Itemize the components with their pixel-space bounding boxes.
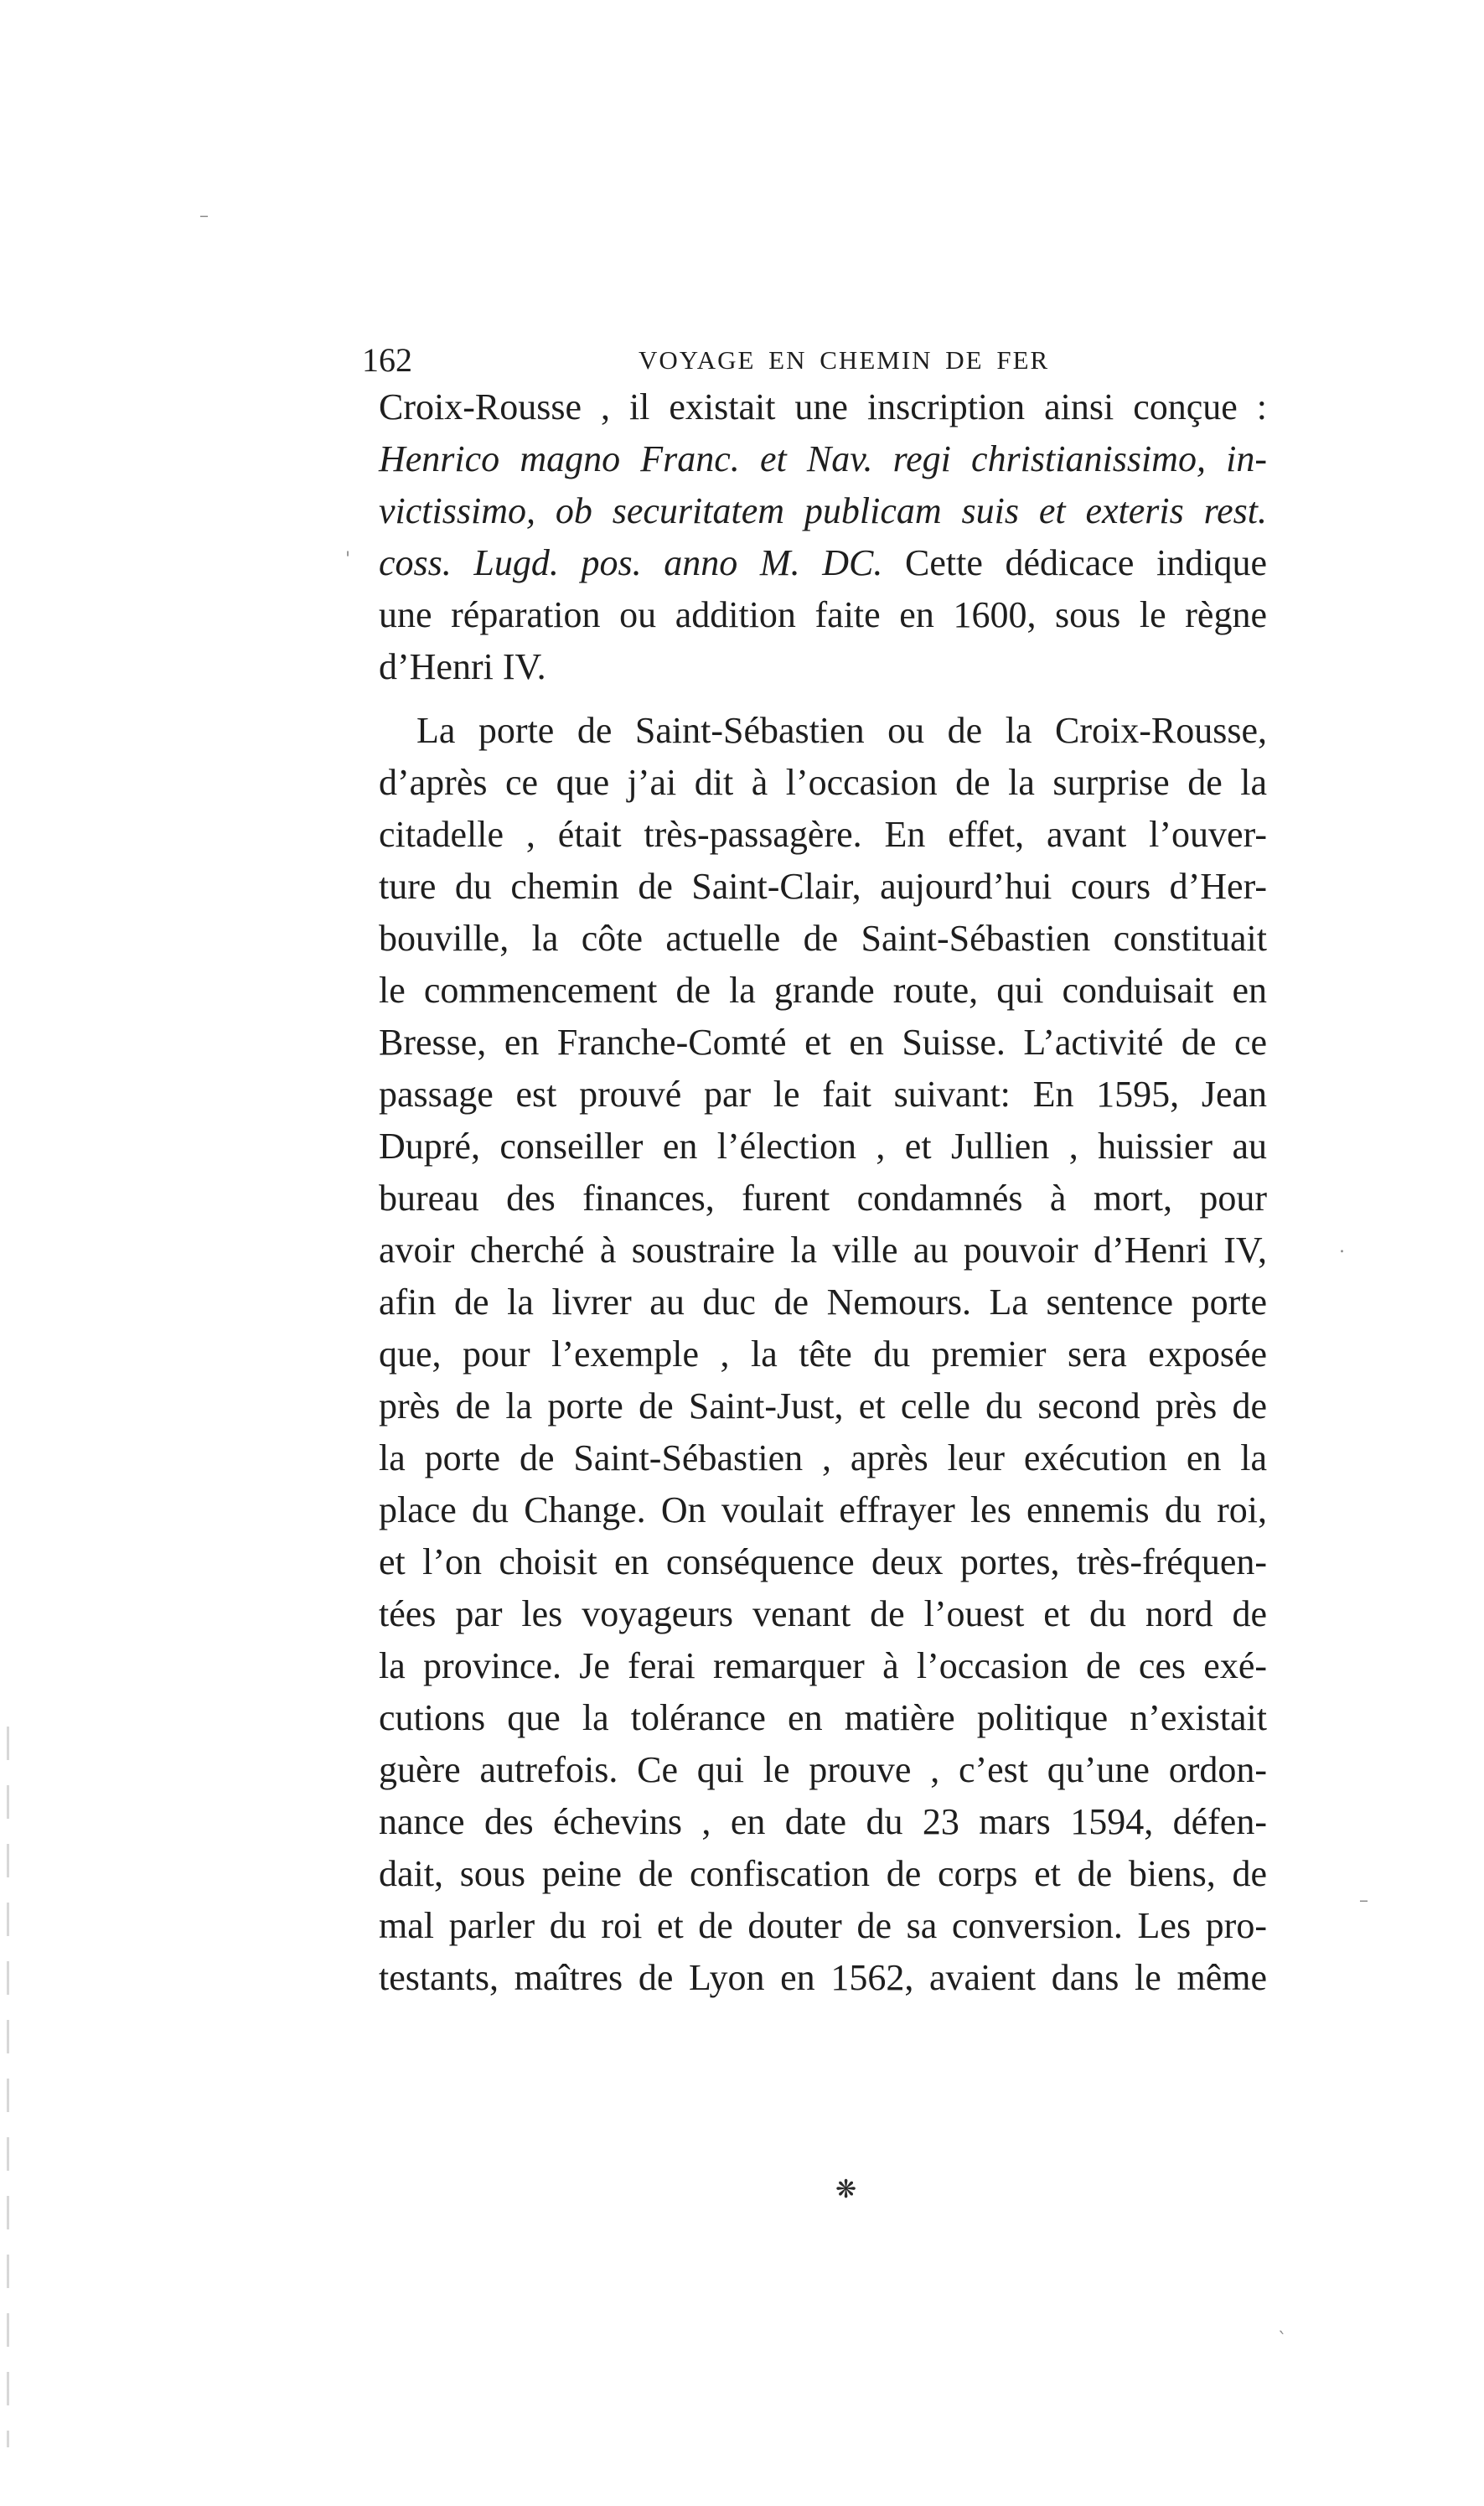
- text-line: [379, 1952, 1267, 2004]
- scan-speck: –: [1359, 1890, 1368, 1911]
- text-line: [379, 705, 1267, 757]
- text-line: [379, 809, 1267, 861]
- text-line: [379, 485, 1267, 537]
- text-segment: ture du chemin de Saint-Clair, aujourd’hui cours d’Her-: [379, 866, 1267, 907]
- running-title: VOYAGE EN CHEMIN DE FER: [639, 345, 1050, 375]
- text-segment: place du Change. On voulait effrayer les ennemis du roi,: [379, 1489, 1267, 1530]
- text-segment: bouville, la côte actuelle de Saint-Sébastien constituait: [379, 918, 1267, 959]
- text-segment: que, pour l’exemple , la tête du premier sera exposée: [379, 1333, 1267, 1375]
- body-text: [379, 381, 1267, 2004]
- text-segment: mal parler du roi et de douter de sa conversion. Les pro-: [379, 1905, 1267, 1946]
- text-line: [379, 861, 1267, 913]
- text-segment: la porte de Saint-Sébastien , après leur exécution en la: [379, 1437, 1267, 1478]
- italic-segment: Henrico magno Franc. et Nav. regi christianissimo, in-: [379, 438, 1267, 479]
- text-line: [379, 1276, 1267, 1328]
- text-line: [379, 381, 1267, 433]
- text-segment: Croix-Rousse , il existait une inscription ainsi conçue :: [379, 386, 1267, 427]
- text-segment: la province. Je ferai remarquer à l’occasion de ces exé-: [379, 1645, 1267, 1686]
- text-line: [379, 913, 1267, 965]
- text-line: [379, 1173, 1267, 1225]
- text-segment: tées par les voyageurs venant de l’ouest et du nord de: [379, 1593, 1267, 1634]
- text-line: [379, 1744, 1267, 1796]
- text-segment: le commencement de la grande route, qui conduisait en: [379, 970, 1267, 1011]
- text-segment: citadelle , était très-passagère. En effet, avant l’ouver-: [379, 814, 1267, 855]
- text-line: [379, 1484, 1267, 1536]
- text-line: [379, 1536, 1267, 1588]
- text-line: [379, 1848, 1267, 1900]
- text-segment: avoir cherché à soustraire la ville au pouvoir d’Henri IV,: [379, 1230, 1267, 1271]
- text-line: [379, 1380, 1267, 1432]
- page-header: [362, 335, 1284, 386]
- text-segment: nance des échevins , en date du 23 mars 1594, défen-: [379, 1801, 1267, 1842]
- text-line: [379, 1588, 1267, 1640]
- text-segment: près de la porte de Saint-Just, et celle du second près de: [379, 1385, 1267, 1426]
- text-line: [379, 757, 1267, 809]
- text-line: [379, 433, 1267, 485]
- scan-speck: ': [345, 549, 351, 570]
- text-segment: d’Henri IV.: [379, 646, 546, 687]
- text-segment: Dupré, conseiller en l’élection , et Jullien , huissier au: [379, 1126, 1267, 1167]
- text-segment: testants, maîtres de Lyon en 1562, avaient dans le même: [379, 1957, 1267, 1998]
- text-segment: bureau des finances, furent condamnés à mort, pour: [379, 1178, 1267, 1219]
- text-segment: guère autrefois. Ce qui le prouve , c’est qu’une ordon-: [379, 1749, 1267, 1790]
- text-segment: et l’on choisit en conséquence deux portes, très-fréquen-: [379, 1541, 1267, 1582]
- text-line: [379, 1640, 1267, 1692]
- text-segment: d’après ce que j’ai dit à l’occasion de la surprise de la: [379, 762, 1267, 803]
- text-segment: La porte de Saint-Sébastien ou de la Croix-Rousse,: [416, 710, 1267, 751]
- text-line: [379, 1225, 1267, 1276]
- text-line: [379, 589, 1267, 641]
- scan-edge-mark: [7, 1727, 9, 2447]
- scan-speck: `: [1278, 2330, 1287, 2351]
- scan-speck: –: [199, 205, 209, 226]
- printer-ornament: ❋: [835, 2175, 857, 2204]
- text-line: [379, 1796, 1267, 1848]
- text-segment: Cette dédicace indique: [882, 542, 1267, 583]
- text-segment: dait, sous peine de confiscation de corps et de biens, de: [379, 1853, 1267, 1894]
- text-line: [379, 1432, 1267, 1484]
- text-line: [379, 641, 1267, 693]
- text-line: [379, 1069, 1267, 1121]
- text-segment: Bresse, en Franche-Comté et en Suisse. L’activité de ce: [379, 1022, 1267, 1063]
- text-line: [379, 1328, 1267, 1380]
- text-segment: une réparation ou addition faite en 1600, sous le règne: [379, 594, 1267, 635]
- text-line: [379, 965, 1267, 1017]
- text-line: [379, 1121, 1267, 1173]
- page-number: 162: [362, 341, 412, 379]
- italic-segment: victissimo, ob securitatem publicam suis et exteris rest.: [379, 490, 1267, 531]
- text-segment: passage est prouvé par le fait suivant: En 1595, Jean: [379, 1074, 1267, 1115]
- text-line: [379, 1017, 1267, 1069]
- italic-segment: coss. Lugd. pos. anno M. DC.: [379, 542, 883, 583]
- text-segment: cutions que la tolérance en matière politique n’existait: [379, 1697, 1267, 1738]
- scan-speck: .: [1339, 1236, 1345, 1257]
- text-segment: afin de la livrer au duc de Nemours. La sentence porte: [379, 1281, 1267, 1323]
- text-line: [379, 537, 1267, 589]
- text-line: [379, 1900, 1267, 1952]
- text-line: [379, 1692, 1267, 1744]
